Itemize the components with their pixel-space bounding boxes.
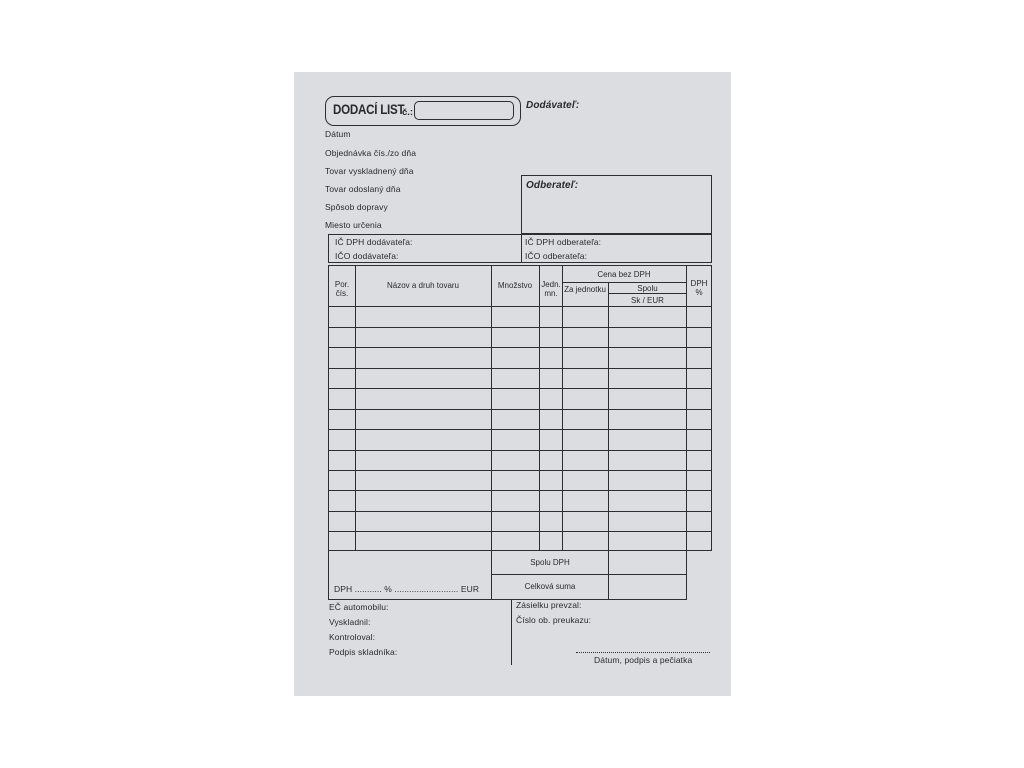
vehicle-label: EČ automobilu: bbox=[329, 602, 389, 612]
info-field-destination: Miesto určenia bbox=[325, 220, 382, 230]
grand-total-label: Celková suma bbox=[524, 582, 576, 591]
col-header-price-group: Cena bez DPH bbox=[597, 270, 651, 279]
col-header-unit-price: Za jednotku bbox=[564, 285, 606, 294]
supplier-label: Dodávateľ: bbox=[526, 100, 580, 111]
col-header-total: Spolu bbox=[637, 284, 658, 293]
document-number-field[interactable] bbox=[414, 101, 514, 120]
title-box bbox=[325, 96, 521, 126]
form-title: DODACÍ LIST bbox=[333, 102, 405, 117]
info-field-shipped: Tovar odoslaný dňa bbox=[325, 184, 401, 194]
info-field-order: Objednávka čís./zo dňa bbox=[325, 148, 417, 158]
col-header-vat: DPH % bbox=[690, 279, 708, 297]
col-header-name: Názov a druh tovaru bbox=[386, 281, 460, 290]
supplier-vat-id: IČ DPH dodávateľa: bbox=[335, 237, 413, 247]
dispatched-by-label: Vyskladnil: bbox=[329, 617, 371, 627]
col-header-no: Por. čís. bbox=[334, 280, 350, 298]
info-field-transport: Spôsob dopravy bbox=[325, 202, 388, 212]
info-field-date: Dátum bbox=[325, 129, 351, 139]
info-field-dispatched: Tovar vyskladnený dňa bbox=[325, 166, 414, 176]
vat-total-label: Spolu DPH bbox=[530, 558, 570, 567]
col-header-currency: Sk / EUR bbox=[631, 296, 664, 305]
signature-caption: Dátum, podpis a pečiatka bbox=[594, 655, 693, 665]
customer-vat-id: IČ DPH odberateľa: bbox=[525, 237, 602, 247]
col-header-qty: Množstvo bbox=[497, 281, 533, 290]
signature-line bbox=[576, 652, 710, 653]
supplier-company-id: IČO dodávateľa: bbox=[335, 251, 399, 261]
delivery-note-form bbox=[294, 72, 731, 696]
vat-rate-line: DPH ........... % .......................... EUR bbox=[334, 584, 480, 594]
customer-company-id: IČO odberateľa: bbox=[525, 251, 588, 261]
received-by-label: Zásielku prevzal: bbox=[516, 600, 582, 610]
col-header-unit: Jedn. mn. bbox=[541, 280, 561, 298]
customer-label: Odberateľ: bbox=[526, 180, 579, 191]
items-table bbox=[328, 265, 712, 551]
warehouse-signature-label: Podpis skladníka: bbox=[329, 647, 398, 657]
checked-by-label: Kontroloval: bbox=[329, 632, 376, 642]
number-label: č.: bbox=[402, 107, 414, 118]
id-number-label: Číslo ob. preukazu: bbox=[516, 615, 592, 625]
